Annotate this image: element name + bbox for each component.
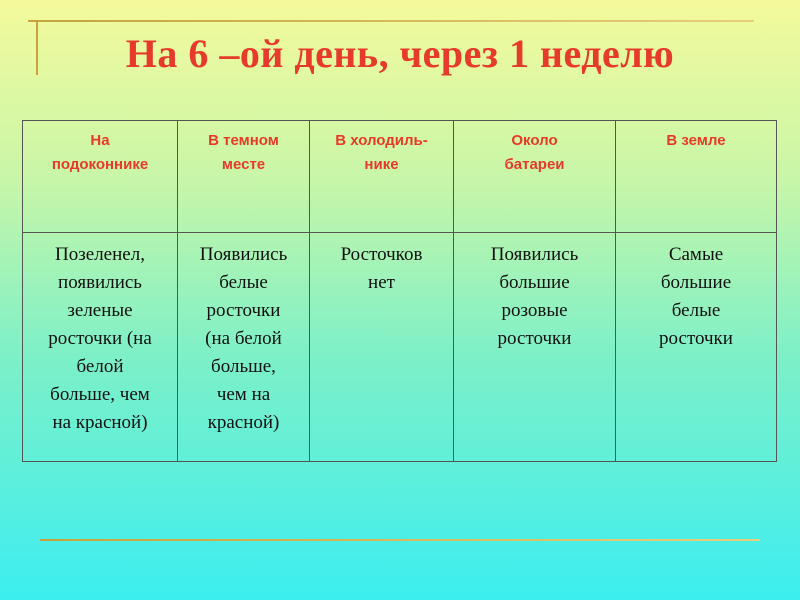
header-cell-dark-place: В темном месте (178, 121, 310, 233)
header-cell-soil: В земле (616, 121, 777, 233)
header-cell-windowsill: На подоконнике (23, 121, 178, 233)
bottom-decorative-rule (40, 539, 760, 541)
body-cell-windowsill: Позеленел, появились зеленые росточки (на белой больше, чем на красной) (23, 233, 178, 462)
header-cell-radiator: Около батареи (454, 121, 616, 233)
top-decorative-rule (28, 20, 754, 22)
body-cell-soil: Самые большие белые росточки (616, 233, 777, 462)
table-header-row (23, 121, 777, 233)
header-cell-fridge: В холодиль- нике (310, 121, 454, 233)
body-cell-radiator: Появились большие розовые росточки (454, 233, 616, 462)
body-cell-dark-place: Появились белые росточки (на белой больше, чем на красной) (178, 233, 310, 462)
observation-table (22, 120, 777, 462)
body-cell-fridge: Росточков нет (310, 233, 454, 462)
slide-title: На 6 –ой день, через 1 неделю (125, 31, 675, 76)
table-row (23, 233, 777, 462)
